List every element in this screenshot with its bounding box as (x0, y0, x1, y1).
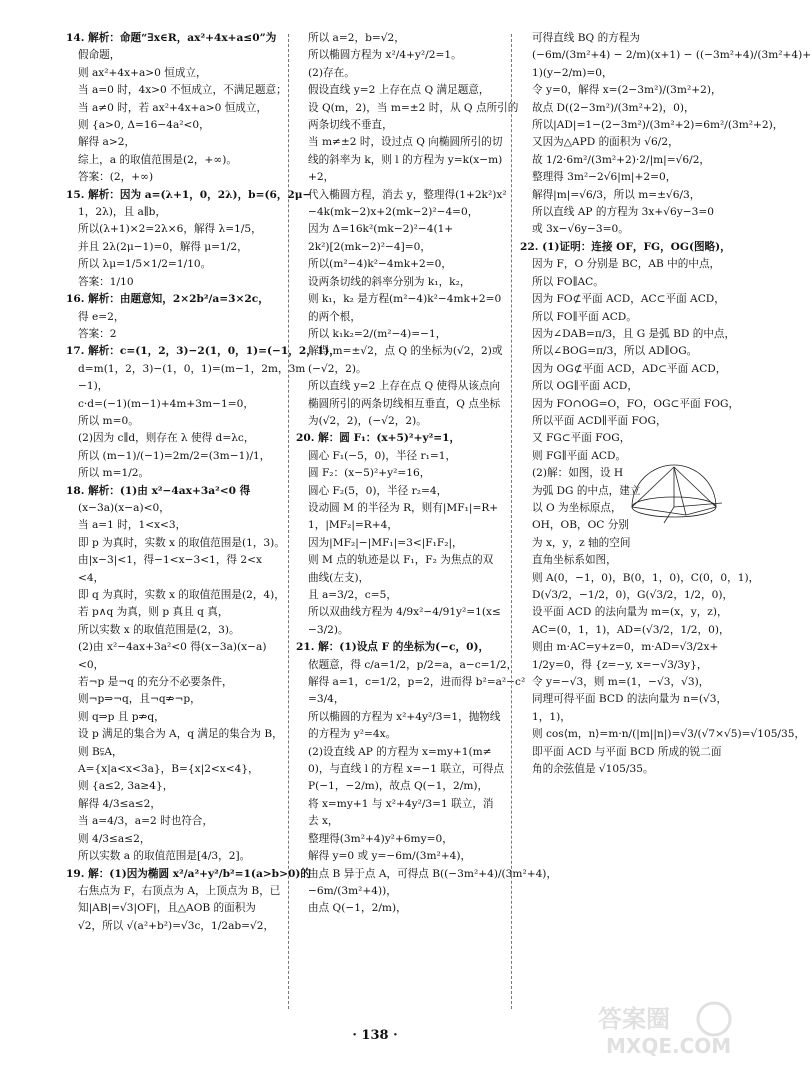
text-line: <4， (78, 571, 105, 584)
text-line: 则 k₁，k₂ 是方程(m²−4)k²−4mk+2=0 (308, 293, 502, 306)
text-line: 19. 解：(1)因为椭圆 x²/a²+y²/b²=1(a>b>0)的 (66, 867, 311, 880)
text-line: (2)设直线 AP 的方程为 x=my+1(m≠ (308, 745, 492, 758)
text-line: −4k(mk−2)x+2(mk−2)²−4=0， (308, 206, 479, 219)
text-line: −3/2)。 (308, 623, 349, 636)
text-line: 即 q 为真时，实数 x 的取值范围是(2，4)， (78, 589, 285, 601)
text-line: 整理得(3m²+4)y²+6my=0， (308, 832, 453, 845)
text-line: 为 x，y，z 轴的空间 (532, 536, 631, 549)
figure-line (686, 507, 716, 515)
text-line: 则 cos⟨m，n⟩=m·n/(|m||n|)=√3/(√7×√5)=√105/35， (532, 728, 806, 741)
text-line: 2k²)[2(mk−2)²−4]=0， (308, 240, 431, 253)
text-line: 知|AB|=√3|OF|，且△AOB 的面积为 (78, 902, 256, 915)
text-line: 圆 F₂：(x−5)²+y²=16， (308, 467, 431, 480)
text-line: 角的余弦值是 √105/35。 (532, 763, 654, 776)
text-line: 当 a=0 时，4x>0 不恒成立，不满足题意； (78, 84, 287, 97)
text-line: 两条切线不垂直， (308, 119, 393, 132)
text-line: 当 a=4/3，a=2 时也符合， (78, 815, 214, 828)
text-line: A={x|a<x<3a}，B={x|2<x<4}， (78, 763, 259, 776)
text-line: 整理得 3m²−2√6|m|+2=0， (532, 171, 677, 184)
text-line: 所以椭圆方程为 x²/4+y²/2=1。 (308, 49, 462, 62)
text-line: 解得|m|=√6/3，所以 m=±√6/3， (532, 188, 701, 201)
text-line: 所以 a=2，b=√2， (308, 32, 405, 44)
text-line: 的方程为 y²=4x。 (308, 728, 397, 741)
text-line: (−√2，2)。 (308, 362, 367, 375)
text-line: 解得 m=±√2，点 Q 的坐标为(√2，2)或 (308, 345, 503, 358)
text-line: 由点 Q(−1，2/m)， (308, 902, 407, 915)
text-line: 同理可得平面 BCD 的法向量为 n=(√3， (532, 693, 728, 706)
text-line: 去 x， (308, 815, 339, 828)
text-line: 因为 F，O 分别是 BC，AB 中的中点， (532, 258, 721, 271)
text-line: (−6m/(3m²+4) − 2/m)(x+1) − ((−3m²+4)/(3m²+4)+ (532, 49, 811, 62)
text-line: 设两条切线的斜率分别为 k₁，k₂， (308, 275, 471, 288)
text-line: 答案：1/10 (78, 275, 134, 288)
text-line: =3/4， (308, 693, 345, 706)
text-line: (2)存在。 (308, 66, 355, 79)
text-line: 并且 2λ(2μ−1)=0，解得 μ=1/2， (78, 240, 248, 253)
text-line: 解得 4/3≤a≤2， (78, 797, 162, 810)
text-line: 线的斜率为 k，则 l 的方程为 y=k(x−m) (308, 153, 503, 166)
text-line: 22. (1)证明：连接 OF，FG，OG(图略)， (520, 240, 731, 253)
text-line: 代入椭圆方程，消去 y，整理得(1+2k²)x² (308, 188, 507, 201)
text-line: 为弧 DG 的中点，建立 (532, 484, 641, 497)
text-line: c·d=(−1)(m−1)+4m+3m−1=0， (78, 397, 254, 410)
text-line: 则由 m·AC=y+z=0，m·AD=√3/2x+ (532, 641, 719, 654)
text-line: 1，1)， (532, 710, 571, 723)
text-line: 所以直线 AP 的方程为 3x+√6y−3=0 (532, 206, 714, 219)
text-line: 综上，a 的取值范围是(2，+∞)。 (78, 153, 237, 166)
figure-line (674, 467, 716, 507)
text-line: 所以 m=0。 (78, 414, 139, 427)
text-line: (2)解：如图，设 H (532, 467, 624, 480)
text-line: −1)， (78, 380, 109, 393)
text-line: (2)由 x²−4ax+3a²<0 得(x−3a)(x−a) (78, 641, 267, 654)
text-line: 则 {a>0, Δ=16−4a²<0， (78, 119, 210, 132)
text-line: d=m(1，2，3)−(1，0，1)=(m−1，2m，3m (78, 362, 306, 375)
text-line: 令 y=−√3，则 m=(1，−√3，√3)， (532, 676, 710, 689)
text-line: 则 A(0，−1，0)，B(0，1，0)，C(0，0，1)， (532, 571, 760, 584)
watermark-text: 答案圈 (598, 1005, 670, 1033)
text-line: 则 B⫋A， (78, 745, 123, 758)
text-line: 所以实数 a 的取值范围是[4/3，2]。 (78, 850, 251, 863)
text-line: 所以直线 y=2 上存在点 Q 使得从该点向 (308, 380, 501, 393)
text-line: 21. 解：(1)设点 F 的坐标为(−c，0)， (296, 641, 490, 654)
text-line: 所以(m²−4)k²−4mk+2=0， (308, 258, 452, 271)
text-line: −6m/(3m²+4))， (308, 884, 397, 897)
text-line: OH，OB，OC 分别 (532, 519, 629, 532)
text-line: 设 Q(m，2)，当 m=±2 时，从 Q 点所引的 (308, 101, 519, 114)
text-line: 1/2y=0，得 {z=−y, x=−√3/3y}， (532, 658, 708, 671)
text-line: 直角坐标系如图， (532, 554, 617, 567)
text-line: 则 ax²+4x+a>0 恒成立， (78, 66, 207, 79)
text-line: 假设直线 y=2 上存在点 Q 满足题意， (308, 84, 490, 97)
text-line: 右焦点为 F，右顶点为 A，上顶点为 B，已 (78, 884, 281, 897)
text-line: 假命题， (78, 49, 121, 62)
text-line: 以 O 为坐标原点， (532, 501, 622, 514)
text-line: 解得 y=0 或 y=−6m/(3m²+4)， (308, 850, 472, 863)
text-line: 圆心 F₁(−5，0)，半径 r₁=1， (308, 449, 457, 462)
text-line: √2，所以 √(a²+b²)=√3c，1/2ab=√2， (78, 919, 275, 932)
text-line: 且 a=3/2，c=5， (308, 589, 397, 601)
figure-line (632, 507, 686, 515)
text-line: 的两个根， (308, 310, 361, 323)
text-line: 答案：2 (78, 327, 117, 340)
text-line: <0， (78, 658, 105, 671)
text-line: 将 x=my+1 与 x²+4y²/3=1 联立，消 (308, 797, 494, 810)
text-line: 所以 OG∥平面 ACD， (532, 380, 638, 393)
text-line: 当 m≠±2 时，设过点 Q 向椭圆所引的切 (308, 136, 503, 149)
text-line: 解得 a=1，c=1/2，p=2，进而得 b²=a²−c² (308, 676, 526, 689)
text-line: 所以平面 ACD∥平面 FOG， (532, 414, 667, 427)
watermark-circle-icon (698, 1003, 730, 1035)
text-line: 若 p∧q 为真，则 p 真且 q 真， (78, 606, 229, 619)
text-line: AC=(0，1，1)，AD=(√3/2，1/2，0)， (532, 623, 730, 636)
text-line: 又 FG⊂平面 FOG， (532, 432, 631, 445)
text-line: 所以 (m−1)/(−1)=2m/2=(3m−1)/1， (78, 449, 271, 462)
text-line: 即 p 为真时，实数 x 的取值范围是(1，3)。 (78, 536, 285, 549)
text-line: 椭圆所引的两条切线相互垂直，Q 点坐标 (308, 397, 501, 410)
text-line: 所以实数 x 的取值范围是(2，3)。 (78, 623, 240, 636)
text-line: 18. 解析：(1)由 x²−4ax+3a²<0 得 (66, 484, 251, 497)
text-line: 故 1/2·6m²/(3m²+2)·2/|m|=√6/2， (532, 153, 711, 166)
text-line: 曲线(左支)， (308, 571, 370, 584)
text-line: 得 e=2， (78, 310, 125, 323)
text-line: 因为 Δ=16k²(mk−2)²−4(1+ (308, 223, 454, 236)
text-line: +2， (308, 171, 335, 184)
text-line: 15. 解析：因为 a=(λ+1，0，2λ)，b=(6，2μ− (66, 188, 312, 201)
column-middle (296, 30, 558, 1015)
text-line: 17. 解析：c=(1，2，3)−2(1，0，1)=(−1，2，1)， (66, 345, 340, 358)
text-line: 因为 OG⊄平面 ACD，AD⊂平面 ACD， (532, 362, 727, 375)
text-line: P(−1，−2/m)，故点 Q(−1，2/m)， (308, 780, 489, 793)
text-line: 14. 解析：命题“∃x∈R，ax²+4x+a≤0”为 (66, 32, 277, 44)
watermark-url: MXQE.COM (606, 1034, 732, 1058)
text-line: (2)因为 c∥d，则存在 λ 使得 d=λc， (78, 432, 255, 445)
text-line: 当 a=1 时，1<x<3， (78, 519, 187, 532)
watermark-logo (592, 997, 742, 1059)
text-line: 所以 k₁k₂=2/(m²−4)=−1， (308, 327, 447, 340)
text-line: 若¬p 是¬q 的充分不必要条件， (78, 676, 233, 689)
figure-line (664, 507, 674, 523)
text-line: 则 4/3≤a≤2， (78, 832, 151, 845)
text-line: 1，|MF₂|=R+4， (308, 519, 398, 532)
text-line: 则 FG∥平面 ACD。 (532, 449, 627, 462)
text-line: 则 q⇒p 且 p⇏q， (78, 710, 165, 723)
column-divider-2 (511, 34, 512, 1009)
text-line: 由点 B 异于点 A，可得点 B((−3m²+4)/(3m²+4)， (308, 867, 558, 880)
text-line: 因为 FO⊄平面 ACD，AC⊂平面 ACD， (532, 293, 725, 306)
text-line: 设 p 满足的集合为 A，q 满足的集合为 B， (78, 728, 283, 741)
text-line: 解得 a>2， (78, 136, 136, 149)
text-line: 所以 m=1/2。 (78, 467, 150, 480)
text-line: 因为|MF₂|−|MF₁|=3<|F₁F₂|， (308, 536, 463, 549)
text-line: 又因为△APD 的面积为 √6/2， (532, 136, 679, 149)
text-line: 所以 FO∥AC。 (532, 275, 604, 288)
text-line: 或 3x−√6y−3=0。 (532, 223, 629, 236)
text-line: 当 a≠0 时，若 ax²+4x+a>0 恒成立， (78, 101, 268, 114)
text-line: 则 {a≤2, 3a≥4}， (78, 780, 174, 793)
text-line: 16. 解析：由题意知，2×2b²/a=3×2c， (66, 293, 269, 306)
hemisphere-figure (624, 463, 724, 527)
text-line: 故点 D((2−3m²)/(3m²+2)，0)， (532, 101, 695, 114)
text-line: 依题意，得 c/a=1/2，p/2=a，a−c=1/2， (308, 658, 518, 671)
page-number: · 138 · (352, 1028, 398, 1043)
text-line: 所以∠BOG=π/3，所以 AD∥OG。 (532, 345, 698, 358)
text-line: 设动圆 M 的半径为 R，则有|MF₁|=R+ (308, 501, 499, 514)
text-line: 因为∠DAB=π/3，且 G 是弧 BD 的中点， (532, 327, 736, 340)
figure-line (632, 467, 674, 507)
text-line: 20. 解：圆 F₁：(x+5)²+y²=1， (296, 432, 461, 445)
text-line: D(√3/2，−1/2，0)，G(√3/2，1/2，0)， (532, 589, 734, 601)
text-line: 所以|AD|=1−(2−3m²)/(3m²+2)=6m²/(3m²+2)， (532, 119, 784, 132)
text-line: 所以 FO∥平面 ACD。 (532, 310, 637, 323)
text-line: 0)，与直线 l 的方程 x=−1 联立，可得点 (308, 763, 504, 776)
column-right (520, 30, 811, 1015)
figure-line (674, 467, 686, 515)
text-line: 则¬p⇒¬q，且¬q⇏¬p， (78, 693, 201, 706)
text-line: 令 y=0，解得 x=(2−3m²)/(3m²+2)， (532, 84, 722, 97)
text-line: 设平面 ACD 的法向量为 m=(x，y，z)， (532, 606, 728, 619)
text-line: 圆心 F₂(5，0)，半径 r₂=4， (308, 484, 448, 497)
text-line: 则 M 点的轨迹是以 F₁，F₂ 为焦点的双 (308, 554, 494, 567)
text-line: 所以 λμ=1/5×1/2=1/10。 (78, 258, 212, 271)
text-line: 由|x−3|<1，得−1<x−3<1，得 2<x (78, 554, 262, 567)
text-line: 所以(λ+1)×2=2λ×6，解得 λ=1/5， (78, 223, 262, 236)
text-line: 答案：(2，+∞) (78, 171, 154, 184)
column-divider-1 (288, 34, 289, 1009)
text-line: 即平面 ACD 与平面 BCD 所成的锐二面 (532, 745, 722, 758)
text-line: 所以椭圆的方程为 x²+4y²/3=1，抛物线 (308, 710, 501, 723)
text-line: 因为 FO∩OG=O，FO，OG⊂平面 FOG， (532, 397, 740, 410)
text-line: 1，2λ)，且 a∥b， (78, 206, 167, 219)
text-line: 所以双曲线方程为 4/9x²−4/91y²=1(x≤ (308, 606, 501, 619)
text-line: 可得直线 BQ 的方程为 (532, 32, 640, 44)
text-line: 1)(y−2/m)=0， (532, 66, 613, 79)
text-line: 为(√2，2)，(−√2，2)。 (308, 414, 427, 427)
text-line: (x−3a)(x−a)<0， (78, 501, 170, 514)
